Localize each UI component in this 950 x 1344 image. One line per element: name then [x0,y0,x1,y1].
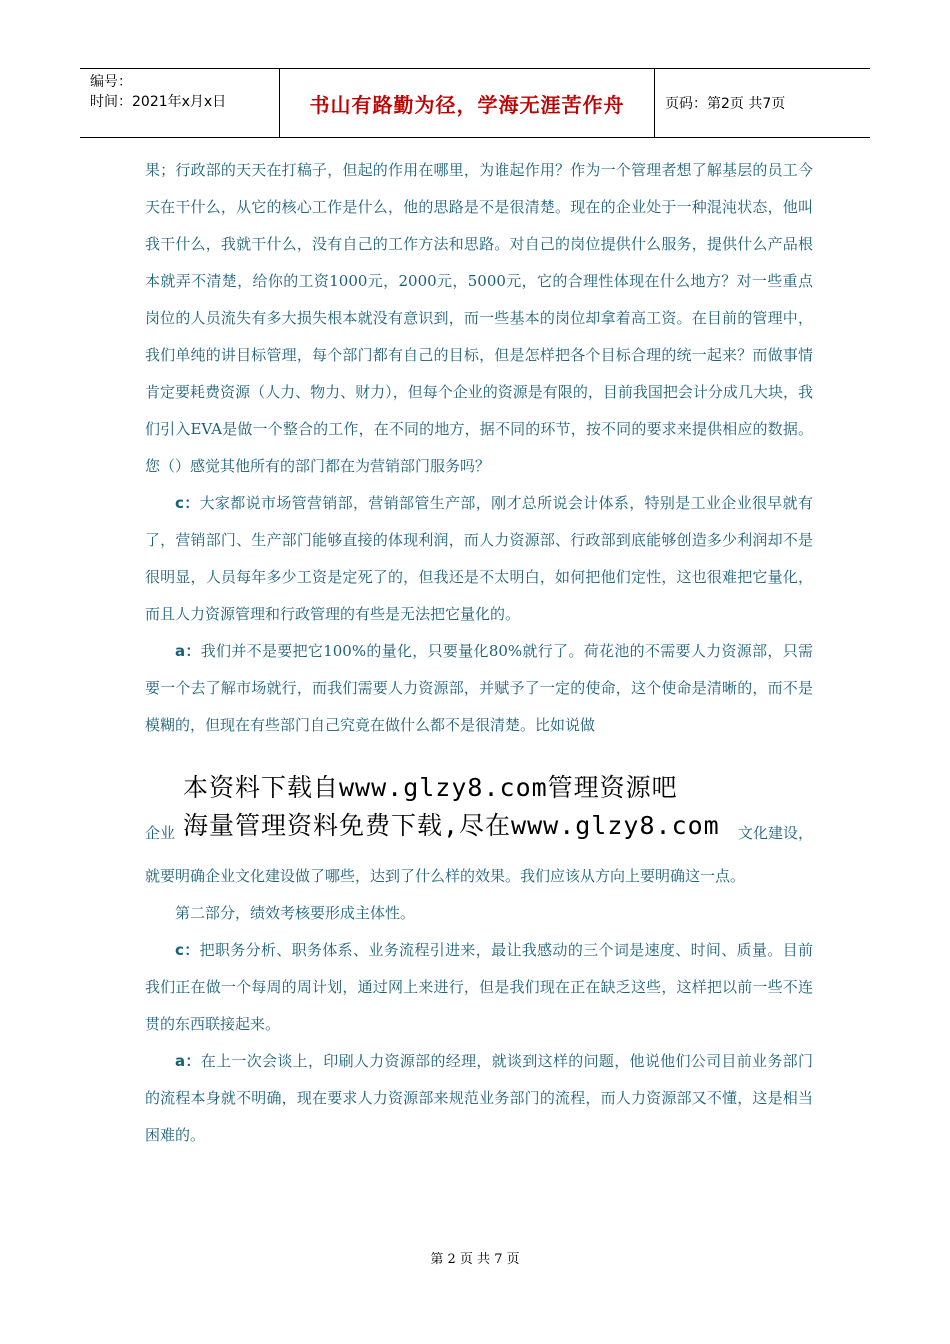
speaker-label: c： [175,494,200,512]
paragraph-text: 大家都说市场管营销部，营销部管生产部，刚才总所说会计体系，特别是工业企业很早就有了，营销部门、生产部门能够直接的体现利润，而人力资源部、行政部到底能够创造多少利润却不是很明显，人员每年多少工资是定死了的，但我还是不太明白，如何把他们定性，这也很难把它量化，而且人力资源管理和行政管理的有些是无法把它量化的。 [145,494,813,623]
motto: 书山有路勤为径，学海无涯苦作舟 [309,92,625,117]
paragraph [145,932,813,1043]
section-heading [145,895,813,932]
watermark-line-2: 海量管理资料免费下载,尽在www.glzy8.com [183,811,720,840]
speaker-label: a： [175,1052,201,1070]
watermark-line-1: 本资料下载自www.glzy8.com管理资源吧 [183,773,678,802]
paragraph [145,152,813,485]
paragraph [145,1043,813,1154]
speaker-label: a： [175,642,201,660]
document-body [145,152,813,1154]
paragraph-text: 第二部分，绩效考核要形成主体性。 [175,904,416,922]
paragraph-text: 我们并不是要把它100%的量化，只要量化80%就行了。荷花池的不需要人力资源部，只需要一个去了解市场就行，而我们需要人力资源部，并赋予了一定的使命，这个使命是清晰的，而不是模糊的，但现在有些部门自己究竟在做什么都不是很清楚。比如说做 [145,642,814,734]
text-fragment-right: 文化建设， [737,824,813,842]
watermark-block [145,748,813,858]
document-header [80,68,870,138]
number-label: 编号： [90,74,132,90]
paragraph [145,485,813,633]
paragraph [145,858,813,895]
paragraph-text: 就要明确企业文化建设做了哪些，达到了什么样的效果。我们应该从方向上要明确这一点。 [145,867,746,885]
paragraph-text: 在上一次会谈上，印刷人力资源部的经理，就谈到这样的问题，他说他们公司目前业务部门的流程本身就不明确，现在要求人力资源部来规范业务部门的流程，而人力资源部又不懂，这是相当困难的。 [145,1052,813,1144]
paragraph-text: 把职务分析、职务体系、业务流程引进来，最让我感动的三个词是速度、时间、质量。目前我们正在做一个每周的周计划，通过网上来进行，但是我们现在正在缺乏这些，这样把以前一些不连贯的东西联接起来。 [145,941,813,1033]
speaker-label: c： [175,941,200,959]
header-page-info: 页码：第2页 共7页 [665,96,786,112]
page-footer: 第 2 页 共 7 页 [430,1252,520,1267]
paragraph [145,633,813,744]
time-label: 时间：2021年x月x日 [90,94,227,110]
header-meta [80,69,280,137]
paragraph-text: 果；行政部的天天在打稿子，但起的作用在哪里，为谁起作用？作为一个管理者想了解基层的员工今天在干什么，从它的核心工作是什么，他的思路是不是很清楚。现在的企业处于一种混沌状态，他叫我干什么，我就干什么，没有自己的工作方法和思路。对自己的岗位提供什么服务，提供什么产品根本就弄不清楚，给你的工资1000元，2000元，5000元，它的合理性体现在什么地方？对一些重点岗位的人员流失有多大损失根本就没有意识到，而一些基本的岗位却拿着高工资。在目前的管理中，我们单纯的讲目标管理，每个部门都有自己的目标，但是怎样把各个目标合理的统一起来？而做事情肯定要耗费资源（人力、物力、财力），但每个企业的资源是有限的，目前我国把会计分成几大块，我们引入EVA是做一个整合的工作，在不同的地方，据不同的环节，按不同的要求来提供相应的数据。您（）感觉其他所有的部门都在为营销部门服务吗？ [145,161,813,475]
text-fragment-left: 企业 [145,824,176,842]
header-motto-cell [280,69,655,137]
